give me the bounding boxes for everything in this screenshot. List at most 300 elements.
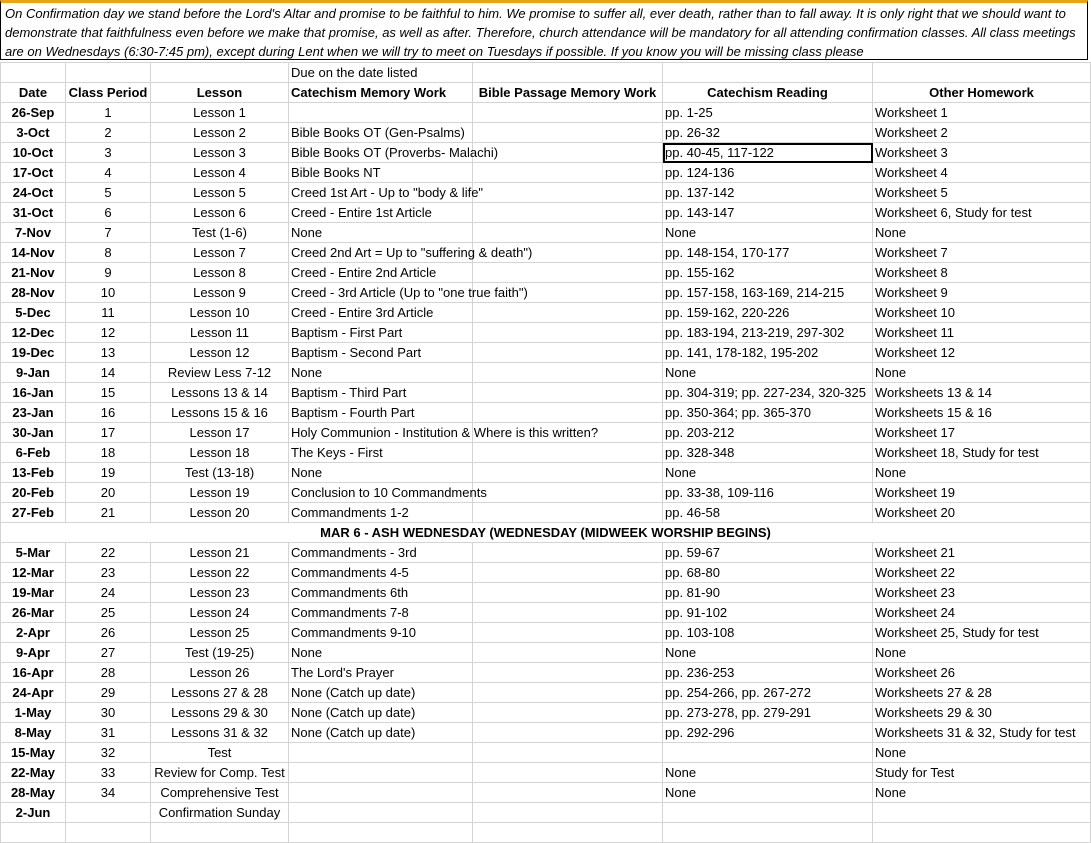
catechism-memory-work-cell[interactable]: Commandments 9-10	[289, 623, 473, 643]
catechism-reading-cell[interactable]: None	[663, 643, 873, 663]
other-homework-cell[interactable]: Worksheet 26	[873, 663, 1091, 683]
bible-passage-memory-work-cell[interactable]	[473, 223, 663, 243]
catechism-memory-work-cell[interactable]: Bible Books NT	[289, 163, 473, 183]
catechism-memory-work-cell[interactable]: Conclusion to 10 Commandments	[289, 483, 473, 503]
date-cell[interactable]: 24-Oct	[1, 183, 66, 203]
table-row	[1, 143, 1091, 163]
class-period-cell[interactable]	[66, 823, 151, 843]
bible-passage-memory-work-cell[interactable]	[473, 163, 663, 183]
table-row	[1, 463, 1091, 483]
catechism-reading-cell[interactable]: None	[663, 763, 873, 783]
catechism-reading-cell[interactable]: pp. 91-102	[663, 603, 873, 623]
class-period-cell[interactable]: 14	[66, 363, 151, 383]
lesson-cell[interactable]	[151, 823, 289, 843]
date-cell[interactable]: 30-Jan	[1, 423, 66, 443]
empty-cell[interactable]	[473, 63, 663, 83]
lesson-cell[interactable]: Lesson 21	[151, 543, 289, 563]
bible-passage-memory-work-cell[interactable]	[473, 763, 663, 783]
catechism-reading-cell[interactable]: pp. 273-278, pp. 279-291	[663, 703, 873, 723]
header-catechism-reading[interactable]: Catechism Reading	[663, 83, 873, 103]
bible-passage-memory-work-cell[interactable]	[473, 303, 663, 323]
date-cell[interactable]: 3-Oct	[1, 123, 66, 143]
table-row	[1, 743, 1091, 763]
bible-passage-memory-work-cell[interactable]	[473, 703, 663, 723]
table-row	[1, 823, 1091, 843]
date-cell[interactable]: 15-May	[1, 743, 66, 763]
bible-passage-memory-work-cell[interactable]	[473, 583, 663, 603]
date-cell[interactable]: 19-Mar	[1, 583, 66, 603]
class-period-cell[interactable]: 33	[66, 763, 151, 783]
class-period-cell[interactable]: 32	[66, 743, 151, 763]
other-homework-cell[interactable]: Worksheet 1	[873, 103, 1091, 123]
date-cell[interactable]: 10-Oct	[1, 143, 66, 163]
other-homework-cell[interactable]: Worksheet 22	[873, 563, 1091, 583]
catechism-reading-cell[interactable]: None	[663, 363, 873, 383]
lesson-cell[interactable]: Lessons 15 & 16	[151, 403, 289, 423]
other-homework-cell[interactable]: Worksheet 9	[873, 283, 1091, 303]
table-row	[1, 603, 1091, 623]
class-period-cell[interactable]: 19	[66, 463, 151, 483]
catechism-memory-work-cell[interactable]	[289, 763, 473, 783]
bible-passage-memory-work-cell[interactable]	[473, 123, 663, 143]
other-homework-cell[interactable]: Worksheets 31 & 32, Study for test	[873, 723, 1091, 743]
class-period-cell[interactable]: 25	[66, 603, 151, 623]
other-homework-cell[interactable]: Worksheet 21	[873, 543, 1091, 563]
date-cell[interactable]: 20-Feb	[1, 483, 66, 503]
bible-passage-memory-work-cell[interactable]	[473, 503, 663, 523]
lesson-cell[interactable]: Lesson 18	[151, 443, 289, 463]
lesson-cell[interactable]: Review Less 7-12	[151, 363, 289, 383]
header-other-homework[interactable]: Other Homework	[873, 83, 1091, 103]
date-cell[interactable]: 19-Dec	[1, 343, 66, 363]
other-homework-cell[interactable]: None	[873, 463, 1091, 483]
other-homework-cell[interactable]	[873, 803, 1091, 823]
class-period-cell[interactable]: 4	[66, 163, 151, 183]
other-homework-cell[interactable]: Worksheet 7	[873, 243, 1091, 263]
class-period-cell[interactable]: 7	[66, 223, 151, 243]
bible-passage-memory-work-cell[interactable]	[473, 663, 663, 683]
date-cell[interactable]: 23-Jan	[1, 403, 66, 423]
other-homework-cell[interactable]: Worksheet 6, Study for test	[873, 203, 1091, 223]
catechism-memory-work-cell[interactable]	[289, 823, 473, 843]
catechism-reading-cell[interactable]: pp. 254-266, pp. 267-272	[663, 683, 873, 703]
lesson-cell[interactable]: Lesson 11	[151, 323, 289, 343]
header-lesson[interactable]: Lesson	[151, 83, 289, 103]
date-cell[interactable]: 16-Jan	[1, 383, 66, 403]
table-row	[1, 263, 1091, 283]
catechism-memory-work-cell[interactable]: Commandments 7-8	[289, 603, 473, 623]
table-row	[1, 283, 1091, 303]
class-period-cell[interactable]: 2	[66, 123, 151, 143]
table-row	[1, 303, 1091, 323]
date-cell[interactable]	[1, 823, 66, 843]
date-cell[interactable]: 9-Jan	[1, 363, 66, 383]
empty-cell[interactable]	[66, 63, 151, 83]
date-cell[interactable]: 31-Oct	[1, 203, 66, 223]
bible-passage-memory-work-cell[interactable]	[473, 263, 663, 283]
bible-passage-memory-work-cell[interactable]	[473, 803, 663, 823]
catechism-reading-cell[interactable]	[663, 823, 873, 843]
class-period-cell[interactable]: 15	[66, 383, 151, 403]
catechism-memory-work-cell[interactable]: Creed - 3rd Article (Up to "one true faith")	[289, 283, 473, 303]
date-cell[interactable]: 2-Jun	[1, 803, 66, 823]
catechism-reading-cell[interactable]: pp. 46-58	[663, 503, 873, 523]
class-period-cell[interactable]: 1	[66, 103, 151, 123]
catechism-memory-work-cell[interactable]: Creed 1st Art - Up to "body & life"	[289, 183, 473, 203]
bible-passage-memory-work-cell[interactable]	[473, 743, 663, 763]
lesson-cell[interactable]: Test (19-25)	[151, 643, 289, 663]
catechism-memory-work-cell[interactable]: The Keys - First	[289, 443, 473, 463]
other-homework-cell[interactable]: Worksheet 4	[873, 163, 1091, 183]
date-cell[interactable]: 14-Nov	[1, 243, 66, 263]
date-cell[interactable]: 13-Feb	[1, 463, 66, 483]
bible-passage-memory-work-cell[interactable]	[473, 643, 663, 663]
lesson-cell[interactable]: Lesson 24	[151, 603, 289, 623]
catechism-reading-cell[interactable]: None	[663, 223, 873, 243]
lesson-cell[interactable]: Lesson 17	[151, 423, 289, 443]
catechism-memory-work-cell[interactable]: Creed - Entire 3rd Article	[289, 303, 473, 323]
table-row	[1, 483, 1091, 503]
lesson-cell[interactable]: Comprehensive Test	[151, 783, 289, 803]
lesson-cell[interactable]: Lesson 8	[151, 263, 289, 283]
catechism-memory-work-cell[interactable]	[289, 803, 473, 823]
other-homework-cell[interactable]: Worksheet 18, Study for test	[873, 443, 1091, 463]
lesson-cell[interactable]: Lesson 9	[151, 283, 289, 303]
class-period-cell[interactable]	[66, 803, 151, 823]
catechism-reading-cell[interactable]: pp. 81-90	[663, 583, 873, 603]
bible-passage-memory-work-cell[interactable]	[473, 483, 663, 503]
other-homework-cell[interactable]: Worksheet 20	[873, 503, 1091, 523]
other-homework-cell[interactable]: Worksheets 29 & 30	[873, 703, 1091, 723]
catechism-memory-work-cell[interactable]: None	[289, 363, 473, 383]
catechism-memory-work-cell[interactable]	[289, 743, 473, 763]
class-period-cell[interactable]: 6	[66, 203, 151, 223]
intro-paragraph[interactable]: On Confirmation day we stand before the Lord's Altar and promise to be faithful to him. We promise to suffer all, ever death, rather than to fall away. It is only right that we should want to demonstrate that faithfulness even before we make that promise, as well as after. Therefore, church attendance will be mandatory for all attending confirmation classes. All class meetings are on Wednesdays (6:30-7:45 pm), except during Lent when we will try to meet on Tuesdays if possible. If you know you will be missing class please	[0, 0, 1088, 60]
catechism-reading-cell[interactable]: pp. 143-147	[663, 203, 873, 223]
catechism-reading-cell[interactable]	[663, 803, 873, 823]
lesson-cell[interactable]: Lessons 13 & 14	[151, 383, 289, 403]
lesson-cell[interactable]: Lesson 23	[151, 583, 289, 603]
bible-passage-memory-work-cell[interactable]	[473, 823, 663, 843]
lesson-cell[interactable]: Lessons 29 & 30	[151, 703, 289, 723]
catechism-memory-work-cell[interactable]	[289, 783, 473, 803]
header-bible-passage-memory-work[interactable]: Bible Passage Memory Work	[473, 83, 663, 103]
date-cell[interactable]: 16-Apr	[1, 663, 66, 683]
other-homework-cell[interactable]: Worksheet 8	[873, 263, 1091, 283]
date-cell[interactable]: 9-Apr	[1, 643, 66, 663]
date-cell[interactable]: 26-Sep	[1, 103, 66, 123]
lesson-cell[interactable]: Lessons 27 & 28	[151, 683, 289, 703]
class-period-cell[interactable]: 9	[66, 263, 151, 283]
catechism-memory-work-cell[interactable]	[289, 103, 473, 123]
header-date[interactable]: Date	[1, 83, 66, 103]
other-homework-cell[interactable]: None	[873, 223, 1091, 243]
class-period-cell[interactable]: 34	[66, 783, 151, 803]
catechism-memory-work-cell[interactable]: None	[289, 223, 473, 243]
lesson-cell[interactable]: Lesson 2	[151, 123, 289, 143]
empty-cell[interactable]	[873, 63, 1091, 83]
table-row	[1, 383, 1091, 403]
lesson-cell[interactable]: Test	[151, 743, 289, 763]
other-homework-cell[interactable]: Worksheet 3	[873, 143, 1091, 163]
other-homework-cell[interactable]: Worksheet 24	[873, 603, 1091, 623]
other-homework-cell[interactable]: Worksheet 5	[873, 183, 1091, 203]
catechism-reading-cell[interactable]: pp. 328-348	[663, 443, 873, 463]
lesson-cell[interactable]: Lesson 5	[151, 183, 289, 203]
catechism-memory-work-cell[interactable]: Commandments 1-2	[289, 503, 473, 523]
class-period-cell[interactable]: 17	[66, 423, 151, 443]
table-row	[1, 563, 1091, 583]
catechism-reading-cell[interactable]: pp. 40-45, 117-122	[663, 143, 873, 163]
bible-passage-memory-work-cell[interactable]	[473, 683, 663, 703]
catechism-memory-work-cell[interactable]: Baptism - Third Part	[289, 383, 473, 403]
catechism-memory-work-cell[interactable]: None (Catch up date)	[289, 683, 473, 703]
lesson-cell[interactable]: Lesson 22	[151, 563, 289, 583]
bible-passage-memory-work-cell[interactable]	[473, 383, 663, 403]
table-row	[1, 203, 1091, 223]
catechism-reading-cell[interactable]: pp. 350-364; pp. 365-370	[663, 403, 873, 423]
catechism-memory-work-cell[interactable]: None	[289, 643, 473, 663]
catechism-reading-cell[interactable]: pp. 124-136	[663, 163, 873, 183]
lesson-cell[interactable]: Lesson 6	[151, 203, 289, 223]
catechism-memory-work-cell[interactable]: Commandments 6th	[289, 583, 473, 603]
table-row	[1, 423, 1091, 443]
table-row	[1, 503, 1091, 523]
table-row	[1, 183, 1091, 203]
catechism-reading-cell[interactable]: pp. 141, 178-182, 195-202	[663, 343, 873, 363]
bible-passage-memory-work-cell[interactable]	[473, 723, 663, 743]
bible-passage-memory-work-cell[interactable]	[473, 343, 663, 363]
other-homework-cell[interactable]: Study for Test	[873, 763, 1091, 783]
date-cell[interactable]: 5-Mar	[1, 543, 66, 563]
class-period-cell[interactable]: 13	[66, 343, 151, 363]
lesson-cell[interactable]: Lesson 1	[151, 103, 289, 123]
catechism-memory-work-cell[interactable]: Commandments - 3rd	[289, 543, 473, 563]
catechism-memory-work-cell[interactable]: Creed 2nd Art = Up to "suffering & death")	[289, 243, 473, 263]
class-period-cell[interactable]: 16	[66, 403, 151, 423]
other-homework-cell[interactable]: None	[873, 783, 1091, 803]
bible-passage-memory-work-cell[interactable]	[473, 103, 663, 123]
catechism-memory-work-cell[interactable]: Baptism - Second Part	[289, 343, 473, 363]
catechism-reading-cell[interactable]: pp. 292-296	[663, 723, 873, 743]
bible-passage-memory-work-cell[interactable]	[473, 143, 663, 163]
lesson-cell[interactable]: Lesson 20	[151, 503, 289, 523]
schedule-table	[0, 62, 1091, 843]
catechism-reading-cell[interactable]: pp. 68-80	[663, 563, 873, 583]
class-period-cell[interactable]: 31	[66, 723, 151, 743]
table-row	[1, 223, 1091, 243]
date-cell[interactable]: 6-Feb	[1, 443, 66, 463]
date-cell[interactable]: 27-Feb	[1, 503, 66, 523]
table-row	[1, 723, 1091, 743]
date-cell[interactable]: 5-Dec	[1, 303, 66, 323]
catechism-memory-work-cell[interactable]: Baptism - First Part	[289, 323, 473, 343]
class-period-cell[interactable]: 28	[66, 663, 151, 683]
catechism-reading-cell[interactable]: pp. 236-253	[663, 663, 873, 683]
catechism-reading-cell[interactable]: None	[663, 783, 873, 803]
other-homework-cell[interactable]: Worksheet 19	[873, 483, 1091, 503]
bible-passage-memory-work-cell[interactable]	[473, 603, 663, 623]
date-cell[interactable]: 1-May	[1, 703, 66, 723]
class-period-cell[interactable]: 21	[66, 503, 151, 523]
bible-passage-memory-work-cell[interactable]	[473, 443, 663, 463]
catechism-memory-work-cell[interactable]: Bible Books OT (Gen-Psalms)	[289, 123, 473, 143]
class-period-cell[interactable]: 11	[66, 303, 151, 323]
lesson-cell[interactable]: Lesson 3	[151, 143, 289, 163]
lesson-cell[interactable]: Test (13-18)	[151, 463, 289, 483]
date-cell[interactable]: 21-Nov	[1, 263, 66, 283]
date-cell[interactable]: 7-Nov	[1, 223, 66, 243]
other-homework-cell[interactable]: Worksheet 10	[873, 303, 1091, 323]
lesson-cell[interactable]: Test (1-6)	[151, 223, 289, 243]
catechism-reading-cell[interactable]	[663, 743, 873, 763]
other-homework-cell[interactable]: Worksheet 2	[873, 123, 1091, 143]
table-row	[1, 783, 1091, 803]
class-period-cell[interactable]: 8	[66, 243, 151, 263]
date-cell[interactable]: 12-Mar	[1, 563, 66, 583]
other-homework-cell[interactable]	[873, 823, 1091, 843]
date-cell[interactable]: 28-Nov	[1, 283, 66, 303]
date-cell[interactable]: 17-Oct	[1, 163, 66, 183]
lesson-cell[interactable]: Lesson 19	[151, 483, 289, 503]
class-period-cell[interactable]: 3	[66, 143, 151, 163]
note-row	[1, 63, 1091, 83]
catechism-memory-work-cell[interactable]: Baptism - Fourth Part	[289, 403, 473, 423]
catechism-memory-work-cell[interactable]: None (Catch up date)	[289, 723, 473, 743]
catechism-reading-cell[interactable]: pp. 203-212	[663, 423, 873, 443]
bible-passage-memory-work-cell[interactable]	[473, 323, 663, 343]
lesson-cell[interactable]: Review for Comp. Test	[151, 763, 289, 783]
class-period-cell[interactable]: 10	[66, 283, 151, 303]
other-homework-cell[interactable]: None	[873, 643, 1091, 663]
other-homework-cell[interactable]: Worksheet 12	[873, 343, 1091, 363]
other-homework-cell[interactable]: Worksheets 13 & 14	[873, 383, 1091, 403]
catechism-reading-cell[interactable]: pp. 59-67	[663, 543, 873, 563]
bible-passage-memory-work-cell[interactable]	[473, 563, 663, 583]
table-row	[1, 343, 1091, 363]
catechism-memory-work-cell[interactable]: The Lord's Prayer	[289, 663, 473, 683]
class-period-cell[interactable]: 29	[66, 683, 151, 703]
other-homework-cell[interactable]: Worksheets 15 & 16	[873, 403, 1091, 423]
date-cell[interactable]: 12-Dec	[1, 323, 66, 343]
other-homework-cell[interactable]: None	[873, 363, 1091, 383]
lesson-cell[interactable]: Lesson 25	[151, 623, 289, 643]
date-cell[interactable]: 24-Apr	[1, 683, 66, 703]
other-homework-cell[interactable]: Worksheet 11	[873, 323, 1091, 343]
table-row	[1, 623, 1091, 643]
other-homework-cell[interactable]: Worksheet 23	[873, 583, 1091, 603]
catechism-memory-work-cell[interactable]: Creed - Entire 2nd Article	[289, 263, 473, 283]
lesson-cell[interactable]: Lesson 10	[151, 303, 289, 323]
lesson-cell[interactable]: Lessons 31 & 32	[151, 723, 289, 743]
header-class-period[interactable]: Class Period	[66, 83, 151, 103]
lesson-cell[interactable]: Lesson 7	[151, 243, 289, 263]
lesson-cell[interactable]: Lesson 4	[151, 163, 289, 183]
catechism-reading-cell[interactable]: pp. 26-32	[663, 123, 873, 143]
table-row	[1, 403, 1091, 423]
table-row	[1, 543, 1091, 563]
catechism-memory-work-cell[interactable]: Holy Communion - Institution & Where is this written?	[289, 423, 473, 443]
bible-passage-memory-work-cell[interactable]	[473, 183, 663, 203]
table-row	[1, 803, 1091, 823]
catechism-reading-cell[interactable]: pp. 103-108	[663, 623, 873, 643]
other-homework-cell[interactable]: Worksheets 27 & 28	[873, 683, 1091, 703]
catechism-memory-work-cell[interactable]: Bible Books OT (Proverbs- Malachi)	[289, 143, 473, 163]
class-period-cell[interactable]: 12	[66, 323, 151, 343]
class-period-cell[interactable]: 27	[66, 643, 151, 663]
class-period-cell[interactable]: 18	[66, 443, 151, 463]
lent-banner[interactable]: MAR 6 - ASH WEDNESDAY (WEDNESDAY (MIDWEEK WORSHIP BEGINS)	[1, 523, 1091, 543]
date-cell[interactable]: 22-May	[1, 763, 66, 783]
catechism-memory-work-cell[interactable]: None (Catch up date)	[289, 703, 473, 723]
catechism-memory-work-cell[interactable]: Creed - Entire 1st Article	[289, 203, 473, 223]
date-cell[interactable]: 26-Mar	[1, 603, 66, 623]
class-period-cell[interactable]: 24	[66, 583, 151, 603]
catechism-reading-cell[interactable]: None	[663, 463, 873, 483]
catechism-reading-cell[interactable]: pp. 148-154, 170-177	[663, 243, 873, 263]
bible-passage-memory-work-cell[interactable]	[473, 463, 663, 483]
class-period-cell[interactable]: 23	[66, 563, 151, 583]
other-homework-cell[interactable]: Worksheet 17	[873, 423, 1091, 443]
table-row	[1, 243, 1091, 263]
empty-cell[interactable]	[1, 63, 66, 83]
table-row	[1, 123, 1091, 143]
catechism-reading-cell[interactable]: pp. 155-162	[663, 263, 873, 283]
empty-cell[interactable]	[151, 63, 289, 83]
class-period-cell[interactable]: 26	[66, 623, 151, 643]
table-row	[1, 163, 1091, 183]
date-cell[interactable]: 2-Apr	[1, 623, 66, 643]
other-homework-cell[interactable]: Worksheet 25, Study for test	[873, 623, 1091, 643]
bible-passage-memory-work-cell[interactable]	[473, 783, 663, 803]
other-homework-cell[interactable]: None	[873, 743, 1091, 763]
lesson-cell[interactable]: Lesson 12	[151, 343, 289, 363]
bible-passage-memory-work-cell[interactable]	[473, 543, 663, 563]
catechism-memory-work-cell[interactable]: Commandments 4-5	[289, 563, 473, 583]
catechism-reading-cell[interactable]: pp. 137-142	[663, 183, 873, 203]
bible-passage-memory-work-cell[interactable]	[473, 203, 663, 223]
catechism-reading-cell[interactable]: pp. 157-158, 163-169, 214-215	[663, 283, 873, 303]
bible-passage-memory-work-cell[interactable]	[473, 623, 663, 643]
table-row	[1, 643, 1091, 663]
class-period-cell[interactable]: 22	[66, 543, 151, 563]
catechism-reading-cell[interactable]: pp. 304-319; pp. 227-234, 320-325	[663, 383, 873, 403]
header-catechism-memory-work[interactable]: Catechism Memory Work	[289, 83, 473, 103]
date-cell[interactable]: 8-May	[1, 723, 66, 743]
table-row	[1, 763, 1091, 783]
bible-passage-memory-work-cell[interactable]	[473, 403, 663, 423]
class-period-cell[interactable]: 20	[66, 483, 151, 503]
lent-banner-row	[1, 523, 1091, 543]
empty-cell[interactable]	[663, 63, 873, 83]
due-note-cell[interactable]: Due on the date listed	[289, 63, 473, 83]
catechism-reading-cell[interactable]: pp. 159-162, 220-226	[663, 303, 873, 323]
class-period-cell[interactable]: 30	[66, 703, 151, 723]
catechism-reading-cell[interactable]: pp. 1-25	[663, 103, 873, 123]
catechism-reading-cell[interactable]: pp. 33-38, 109-116	[663, 483, 873, 503]
table-row	[1, 683, 1091, 703]
catechism-memory-work-cell[interactable]: None	[289, 463, 473, 483]
bible-passage-memory-work-cell[interactable]	[473, 363, 663, 383]
date-cell[interactable]: 28-May	[1, 783, 66, 803]
table-row	[1, 703, 1091, 723]
lesson-cell[interactable]: Confirmation Sunday	[151, 803, 289, 823]
table-row	[1, 103, 1091, 123]
class-period-cell[interactable]: 5	[66, 183, 151, 203]
catechism-reading-cell[interactable]: pp. 183-194, 213-219, 297-302	[663, 323, 873, 343]
lesson-cell[interactable]: Lesson 26	[151, 663, 289, 683]
table-row	[1, 583, 1091, 603]
